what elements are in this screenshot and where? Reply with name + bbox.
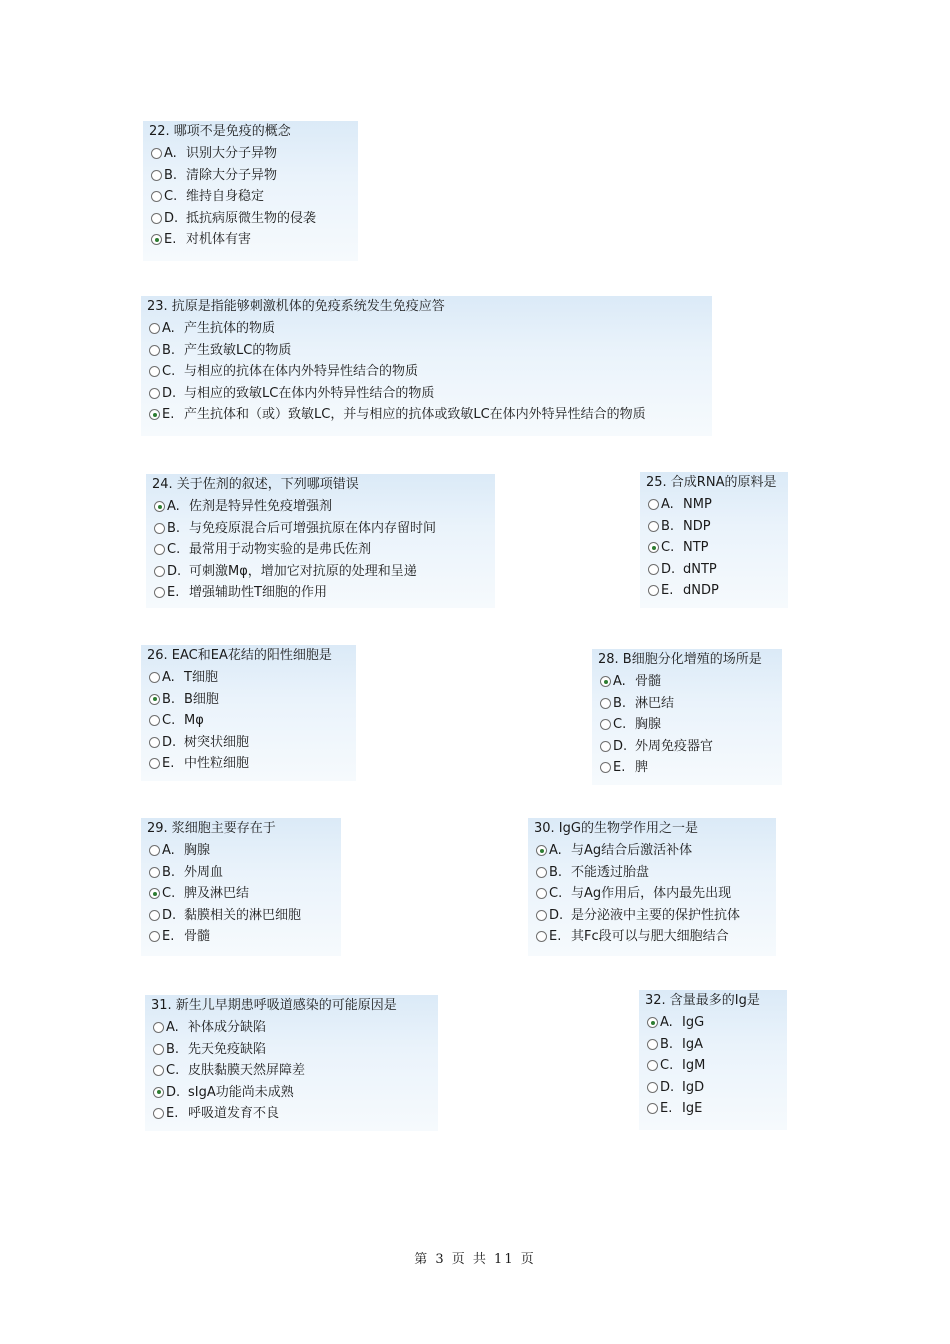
radio-selected-icon[interactable] [536,845,547,856]
option-text: 对机体有害 [186,232,252,247]
answer-option[interactable] [639,1055,787,1077]
question-26 [141,645,356,781]
answer-option[interactable] [141,361,712,383]
option-letter: D. [162,907,177,923]
option-text: dNTP [683,561,717,577]
radio-icon[interactable] [153,1022,164,1033]
option-text: IgD [682,1079,705,1095]
question-title: 29. 浆细胞主要存在于 [147,821,276,836]
radio-selected-icon[interactable] [600,676,611,687]
answer-option[interactable] [640,580,788,602]
radio-icon[interactable] [600,741,611,752]
answer-option[interactable] [639,1077,787,1099]
answer-option[interactable] [592,714,782,736]
option-letter: B. [162,691,176,707]
answer-option[interactable] [146,518,495,540]
option-text: dNDP [683,583,719,598]
option-text: 与相应的抗体在体内外特异性结合的物质 [184,364,419,379]
answer-option[interactable] [639,1034,787,1056]
option-letter: E. [549,929,562,944]
answer-option[interactable] [143,143,358,165]
answer-option[interactable] [592,757,782,779]
answer-option[interactable] [141,753,356,775]
option-text: 黏膜相关的淋巴细胞 [184,907,302,923]
option-text: T细胞 [184,670,218,685]
option-text: IgE [682,1101,703,1116]
option-text: 是分泌液中主要的保护性抗体 [571,907,741,923]
option-text: IgA [682,1036,703,1052]
answer-option[interactable] [141,318,712,340]
option-text: NDP [683,518,711,534]
question-25 [640,472,788,608]
option-text: 树突状细胞 [184,734,250,750]
answer-option[interactable] [141,732,356,754]
question-title: 26. EAC和EA花结的阳性细胞是 [147,648,332,663]
option-letter: E. [164,232,177,247]
option-text: 呼吸道发育不良 [188,1106,280,1121]
option-text: 维持自身稳定 [186,189,265,204]
option-text: 先天免疫缺陷 [188,1041,267,1057]
option-letter: D. [162,734,177,750]
option-letter: A. [164,146,177,161]
answer-option[interactable] [143,229,358,251]
radio-icon[interactable] [151,170,162,181]
answer-option[interactable] [146,496,495,518]
option-text: 识别大分子异物 [186,146,278,161]
radio-icon[interactable] [149,758,160,769]
option-letter: B. [660,1036,674,1052]
option-letter: E. [661,583,674,598]
option-letter: E. [613,760,626,775]
option-letter: C. [613,717,627,732]
option-letter: D. [162,385,177,401]
answer-option[interactable] [528,905,776,927]
option-text: 与Ag结合后激活补体 [571,843,693,858]
question-32 [639,990,787,1130]
radio-icon[interactable] [536,888,547,899]
option-letter: B. [164,167,178,183]
radio-icon[interactable] [648,499,659,510]
radio-icon[interactable] [647,1082,658,1093]
radio-icon[interactable] [647,1103,658,1114]
option-text: 其Fc段可以与肥大细胞结合 [571,929,729,944]
option-text: 淋巴结 [635,695,675,711]
question-title: 31. 新生儿早期患呼吸道感染的可能原因是 [151,998,397,1013]
answer-option[interactable] [141,862,341,884]
option-letter: A. [660,1015,673,1030]
option-text: 最常用于动物实验的是弗氏佐剂 [189,542,372,557]
option-text: 不能透过胎盘 [571,864,650,880]
radio-icon[interactable] [647,1060,658,1071]
radio-icon[interactable] [154,544,165,555]
option-letter: C. [166,1063,180,1078]
option-letter: A. [549,843,562,858]
option-text: 清除大分子异物 [186,167,278,183]
option-text: 抵抗病原微生物的侵袭 [186,210,317,226]
question-29 [141,818,341,956]
question-title: 23. 抗原是指能够刺激机体的免疫系统发生免疫应答 [147,299,445,314]
answer-option[interactable] [528,862,776,884]
option-letter: D. [549,907,564,923]
answer-option[interactable] [145,1017,438,1039]
answer-option[interactable] [528,883,776,905]
option-letter: A. [162,670,175,685]
answer-option[interactable] [639,1012,787,1034]
option-letter: A. [166,1020,179,1035]
option-letter: C. [162,886,176,901]
radio-icon[interactable] [149,388,160,399]
option-letter: D. [166,1084,181,1100]
option-text: 产生抗体的物质 [184,321,276,336]
option-text: 骨髓 [635,674,662,689]
option-text: 外周免疫器官 [635,738,714,754]
option-text: 增强辅助性T细胞的作用 [189,585,327,600]
answer-option[interactable] [141,383,712,405]
option-text: 胸腺 [635,717,662,732]
radio-icon[interactable] [154,566,165,577]
question-24 [146,474,495,608]
option-letter: D. [167,563,182,579]
radio-icon[interactable] [536,867,547,878]
option-letter: B. [167,520,181,536]
answer-option[interactable] [143,165,358,187]
radio-icon[interactable] [149,672,160,683]
option-letter: B. [166,1041,180,1057]
answer-option[interactable] [640,516,788,538]
question-title: 22. 哪项不是免疫的概念 [149,124,291,139]
option-letter: C. [162,364,176,379]
answer-option[interactable] [592,736,782,758]
option-text: IgM [682,1058,706,1073]
option-letter: B. [613,695,627,711]
option-letter: C. [549,886,563,901]
answer-option[interactable] [145,1060,438,1082]
option-text: 佐剂是特异性免疫增强剂 [189,499,333,514]
option-text: 脾及淋巴结 [184,886,250,901]
option-letter: B. [661,518,675,534]
radio-icon[interactable] [600,719,611,730]
option-text: 补体成分缺陷 [188,1020,267,1035]
radio-icon[interactable] [648,521,659,532]
answer-option[interactable] [640,494,788,516]
option-letter: A. [661,497,674,512]
option-letter: D. [661,561,676,577]
option-letter: A. [167,499,180,514]
option-text: Mφ [184,713,204,728]
question-title: 28. B细胞分化增殖的场所是 [598,652,762,667]
radio-icon[interactable] [153,1108,164,1119]
question-title: 24. 关于佐剂的叙述，下列哪项错误 [152,477,359,492]
option-text: 脾 [635,760,649,775]
radio-selected-icon[interactable] [149,409,160,420]
radio-selected-icon[interactable] [648,542,659,553]
option-letter: E. [660,1101,673,1116]
radio-icon[interactable] [153,1065,164,1076]
radio-selected-icon[interactable] [153,1087,164,1098]
radio-selected-icon[interactable] [149,694,160,705]
page-number-footer: 第 3 页 共 11 页 [414,1252,536,1267]
answer-option[interactable] [141,926,341,948]
radio-icon[interactable] [149,867,160,878]
radio-icon[interactable] [648,564,659,575]
question-title: 25. 合成RNA的原料是 [646,475,777,490]
option-letter: C. [164,189,178,204]
question-31 [145,995,438,1131]
option-text: NTP [683,540,709,555]
option-letter: C. [167,542,181,557]
option-letter: C. [162,713,176,728]
option-letter: D. [613,738,628,754]
option-text: sIgA功能尚未成熟 [188,1084,294,1100]
radio-icon[interactable] [149,366,160,377]
answer-option[interactable] [146,539,495,561]
question-title: 32. 含量最多的Ig是 [645,993,760,1008]
question-28 [592,649,782,785]
answer-option[interactable] [146,561,495,583]
answer-option[interactable] [141,905,341,927]
option-letter: B. [162,342,176,358]
answer-option[interactable] [640,537,788,559]
radio-selected-icon[interactable] [151,234,162,245]
radio-selected-icon[interactable] [154,501,165,512]
answer-option[interactable] [528,840,776,862]
radio-icon[interactable] [151,148,162,159]
radio-icon[interactable] [149,737,160,748]
option-text: 产生致敏LC的物质 [184,342,292,358]
answer-option[interactable] [145,1103,438,1125]
option-text: 骨髓 [184,929,211,944]
option-text: IgG [682,1015,705,1030]
option-letter: A. [613,674,626,689]
answer-option[interactable] [141,840,341,862]
radio-icon[interactable] [149,345,160,356]
answer-option[interactable] [145,1039,438,1061]
radio-icon[interactable] [151,191,162,202]
option-text: 胸腺 [184,843,211,858]
radio-icon[interactable] [647,1039,658,1050]
option-letter: C. [660,1058,674,1073]
option-text: 与Ag作用后，体内最先出现 [571,886,732,901]
answer-option[interactable] [145,1082,438,1104]
option-text: 皮肤黏膜天然屏障差 [188,1063,306,1078]
option-text: B细胞 [184,691,219,707]
radio-icon[interactable] [151,213,162,224]
question-title: 30. IgG的生物学作用之一是 [534,821,698,836]
answer-option[interactable] [639,1098,787,1120]
answer-option[interactable] [141,667,356,689]
answer-option[interactable] [146,582,495,604]
answer-option[interactable] [141,710,356,732]
option-letter: A. [162,843,175,858]
answer-option[interactable] [592,671,782,693]
option-text: 产生抗体和（或）致敏LC，并与相应的抗体或致敏LC在体内外特异性结合的物质 [184,407,646,422]
question-22 [143,121,358,261]
radio-icon[interactable] [149,323,160,334]
option-text: 与相应的致敏LC在体内外特异性结合的物质 [184,385,435,401]
radio-icon[interactable] [600,698,611,709]
answer-option[interactable] [143,186,358,208]
answer-option[interactable] [143,208,358,230]
option-letter: E. [166,1106,179,1121]
radio-icon[interactable] [154,587,165,598]
option-text: 外周血 [184,864,224,880]
answer-option[interactable] [592,693,782,715]
option-letter: E. [167,585,180,600]
answer-option[interactable] [141,404,712,426]
option-letter: E. [162,756,175,771]
answer-option[interactable] [141,689,356,711]
option-letter: B. [162,864,176,880]
option-letter: E. [162,407,175,422]
option-letter: B. [549,864,563,880]
question-30 [528,818,776,956]
answer-option[interactable] [141,883,341,905]
radio-icon[interactable] [149,845,160,856]
radio-icon[interactable] [536,910,547,921]
radio-selected-icon[interactable] [647,1017,658,1028]
option-text: NMP [683,497,712,512]
option-letter: E. [162,929,175,944]
answer-option[interactable] [141,340,712,362]
radio-icon[interactable] [149,910,160,921]
radio-selected-icon[interactable] [149,888,160,899]
radio-icon[interactable] [149,715,160,726]
question-23 [141,296,712,436]
option-letter: D. [164,210,179,226]
option-letter: D. [660,1079,675,1095]
option-text: 中性粒细胞 [184,756,250,771]
radio-icon[interactable] [536,931,547,942]
radio-icon[interactable] [154,523,165,534]
option-text: 可刺激Mφ，增加它对抗原的处理和呈递 [189,563,417,579]
radio-icon[interactable] [149,931,160,942]
answer-option[interactable] [528,926,776,948]
answer-option[interactable] [640,559,788,581]
option-letter: A. [162,321,175,336]
radio-icon[interactable] [648,585,659,596]
option-letter: C. [661,540,675,555]
option-text: 与免疫原混合后可增强抗原在体内存留时间 [189,520,437,536]
radio-icon[interactable] [153,1044,164,1055]
radio-icon[interactable] [600,762,611,773]
